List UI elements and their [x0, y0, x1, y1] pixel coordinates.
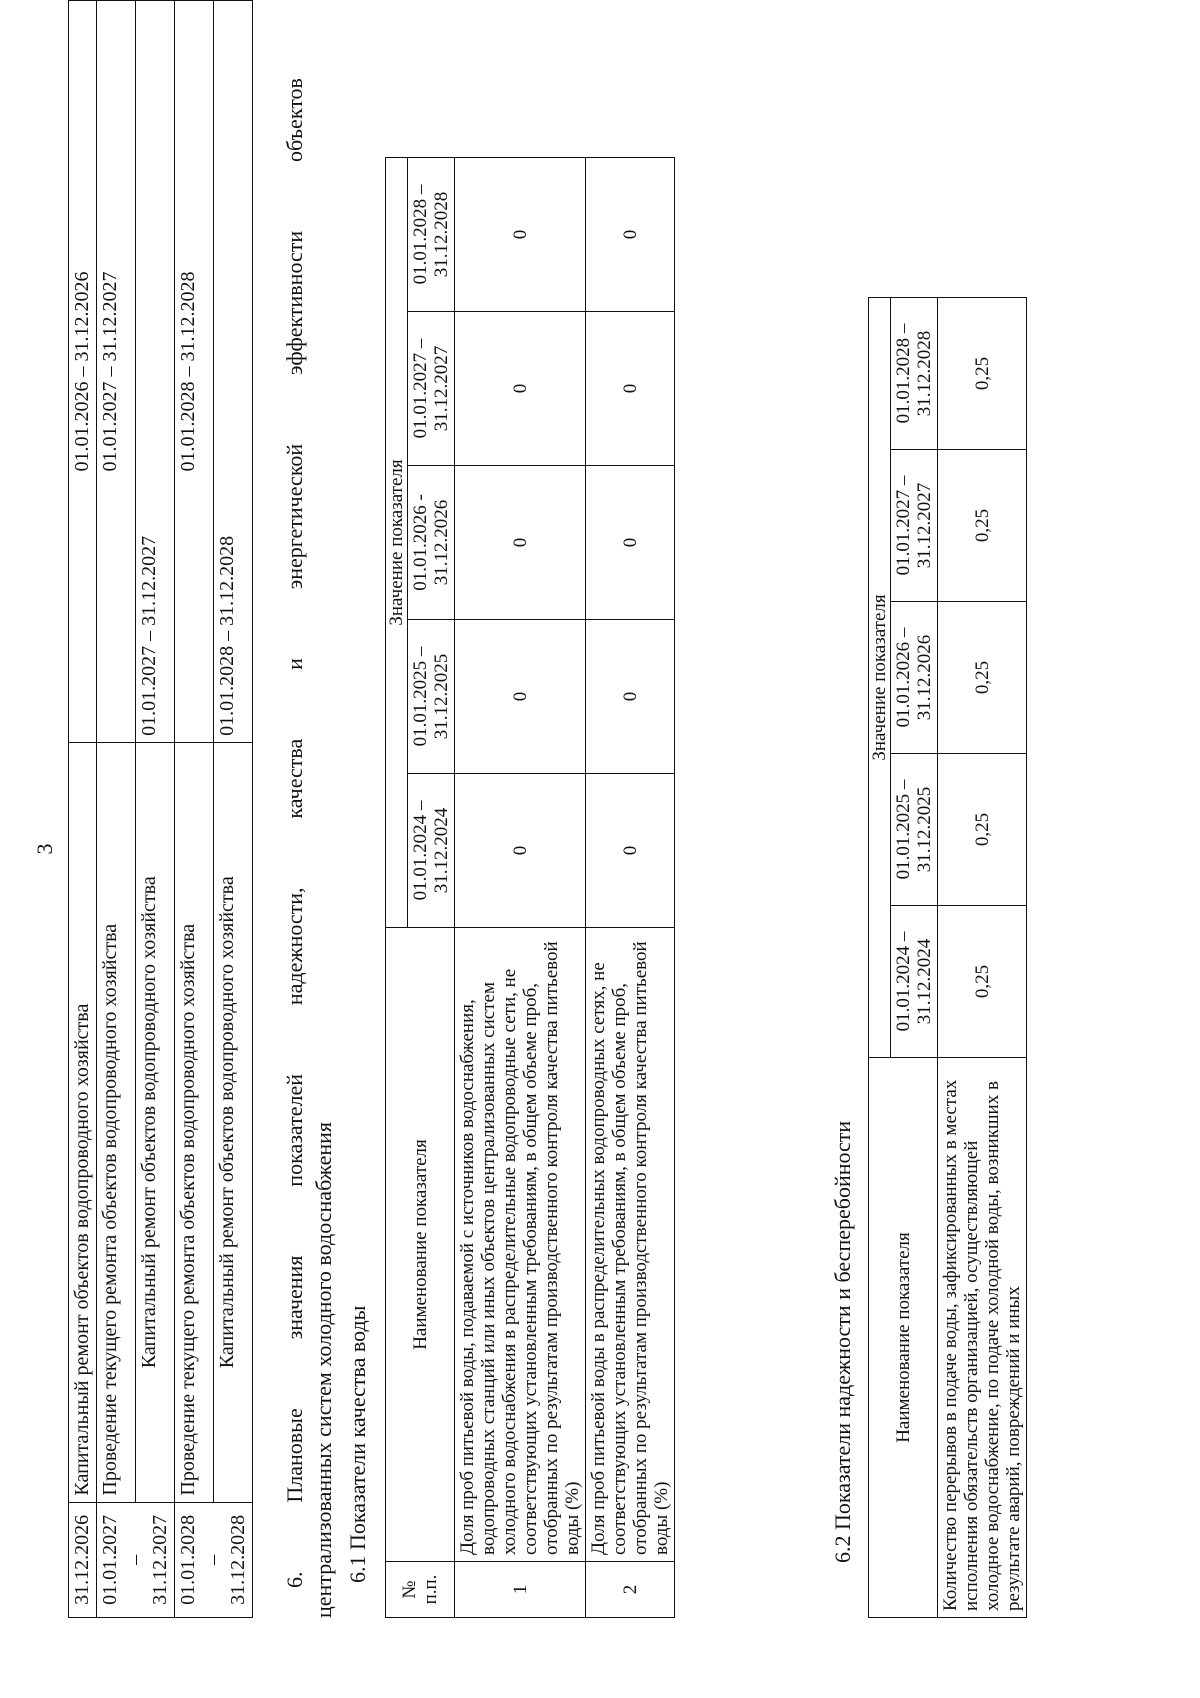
col-number-header: № п.п.: [386, 1562, 455, 1618]
heading-word: Плановые: [282, 1408, 307, 1503]
table-row: [586, 158, 675, 1618]
page-number: 3: [32, 843, 57, 855]
row-number: 2: [586, 1562, 675, 1618]
period-cell: 01.01.2028 – 31.12.2028: [175, 1502, 253, 1617]
dates-cell: 01.01.2026 – 31.12.2026: [69, 1, 97, 743]
work-cell: Капитальный ремонт объектов водопроводного хозяйства: [69, 742, 97, 1502]
period-header: 01.01.2027 – 31.12.2027: [891, 450, 938, 602]
heading-word: 6.: [282, 1571, 307, 1588]
header-row: [869, 298, 891, 1618]
table-row: [214, 1, 253, 1618]
value-cell: 0,25: [938, 754, 1027, 906]
period-header: 01.01.2026 - 31.12.2026: [408, 466, 455, 620]
value-cell: 0: [586, 312, 675, 466]
value-cell: 0: [455, 158, 586, 312]
table-row: [455, 158, 586, 1618]
reliability-table: [868, 297, 1027, 1618]
work-cell: Проведение текущего ремонта объектов водопроводного хозяйства: [97, 742, 136, 1502]
value-cell: 0: [586, 774, 675, 928]
value-cell: 0: [586, 620, 675, 774]
value-cell: 0: [455, 620, 586, 774]
indicator-name: Доля проб питьевой воды, подаваемой с источников водоснабжения, водопроводных станций или иных объектов централизованных систем холодного водоснабжения в распределительные водопроводные сети, не соответствующих установленным требованиям, в общем объеме проб, отобранных по результатам производственного контроля качества питьевой воды (%): [455, 928, 586, 1562]
period-cell: 01.01.2027 – 31.12.2027: [97, 1502, 175, 1617]
dates-cell: 01.01.2027 – 31.12.2027: [97, 1, 136, 743]
period-header: 01.01.2028 – 31.12.2028: [891, 298, 938, 450]
indicator-name: Доля проб питьевой воды в распределительных водопроводных сетях, не соответствующих установленным требованиям, в общем объеме проб, отобранных по результатам производственного контроля качества питьевой воды (%): [586, 928, 675, 1562]
work-cell: Проведение текущего ремонта объектов водопроводного хозяйства: [175, 742, 214, 1502]
work-cell: Капитальный ремонт объектов водопроводного хозяйства: [136, 742, 175, 1502]
value-cell: 0,25: [938, 602, 1027, 754]
section-6-heading-line1: [280, 78, 309, 1588]
period-header: 01.01.2026 – 31.12.2026: [891, 602, 938, 754]
row-number: 1: [455, 1562, 586, 1618]
header-row: [386, 158, 408, 1618]
period-header: 01.01.2024 – 31.12.2024: [408, 774, 455, 928]
value-cell: 0: [455, 774, 586, 928]
value-cell: 0: [586, 158, 675, 312]
period-header: 01.01.2024 – 31.12.2024: [891, 906, 938, 1058]
table-row: [175, 1, 214, 1618]
period-header: 01.01.2028 – 31.12.2028: [408, 158, 455, 312]
period-header: 01.01.2027 – 31.12.2027: [408, 312, 455, 466]
heading-word: значения: [282, 1255, 307, 1340]
heading-word: объектов: [282, 78, 307, 162]
water-quality-table: [385, 157, 675, 1618]
table-row: [69, 1, 97, 1618]
works-schedule-table: [68, 0, 253, 1618]
value-cell: 0: [455, 312, 586, 466]
dates-cell: 01.01.2027 – 31.12.2027: [136, 1, 175, 743]
period-header: 01.01.2025 – 31.12.2025: [891, 754, 938, 906]
dates-cell: 01.01.2028 – 31.12.2028: [214, 1, 253, 743]
heading-word: эффективности: [282, 230, 307, 375]
value-cell: 0,25: [938, 450, 1027, 602]
table-row: [938, 298, 1027, 1618]
section-6-1-title: 6.1 Показатели качества воды: [345, 1305, 370, 1583]
work-cell: Капитальный ремонт объектов водопроводного хозяйства: [214, 742, 253, 1502]
col-value-group-header: Значение показателя: [386, 158, 408, 928]
heading-word: и: [282, 658, 307, 670]
section-6-heading: [280, 78, 338, 1618]
value-cell: 0,25: [938, 906, 1027, 1058]
heading-word: качества: [282, 738, 307, 819]
period-cell: 31.12.2026: [69, 1502, 97, 1617]
heading-word: показателей: [282, 1074, 307, 1187]
col-value-group-header: Значение показателя: [869, 298, 891, 1058]
section-6-2-title: 6.2 Показатели надежности и бесперебойности: [830, 1120, 855, 1563]
table-row: [136, 1, 175, 1618]
heading-word: надежности,: [282, 887, 307, 1006]
col-name-header: Наименование показателя: [386, 928, 455, 1562]
value-cell: 0: [455, 466, 586, 620]
heading-word: энергетической: [282, 443, 307, 590]
period-header: 01.01.2025 – 31.12.2025: [408, 620, 455, 774]
dates-cell: 01.01.2028 – 31.12.2028: [175, 1, 214, 743]
col-name-header: Наименование показателя: [869, 1058, 938, 1618]
table-row: [97, 1, 136, 1618]
indicator-name: Количество перерывов в подаче воды, зафиксированных в местах исполнения обязательств организацией, осуществляющей холодное водоснабжение, по подаче холодной воды, возникших в результате аварий, повреждений и иных: [938, 1058, 1027, 1618]
value-cell: 0: [586, 466, 675, 620]
section-6-heading-line2: централизованных систем холодного водоснабжения: [311, 1121, 336, 1618]
value-cell: 0,25: [938, 298, 1027, 450]
